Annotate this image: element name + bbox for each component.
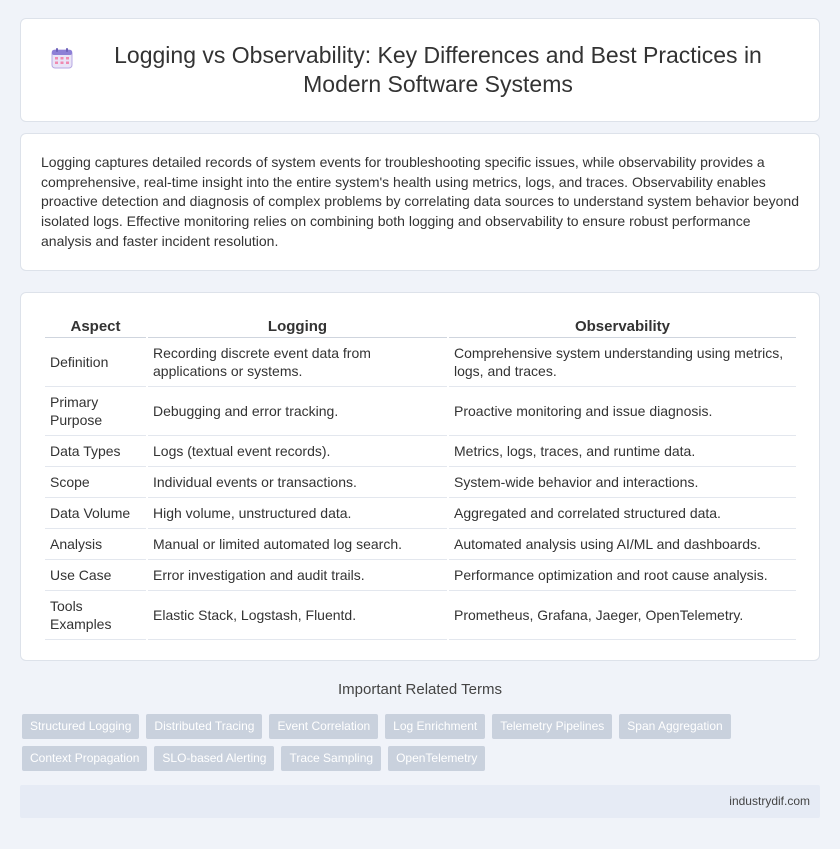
cell-observability: Metrics, logs, traces, and runtime data. [449, 436, 796, 467]
cell-observability: Prometheus, Grafana, Jaeger, OpenTelemetry. [449, 591, 796, 640]
cell-aspect: Tools Examples [45, 591, 146, 640]
table-row [45, 529, 796, 560]
related-term-tag[interactable]: SLO-based Alerting [154, 746, 274, 771]
cell-aspect: Scope [45, 467, 146, 498]
cell-aspect: Definition [45, 338, 146, 387]
intro-paragraph: Logging captures detailed records of system events for troubleshooting specific issues, while observability provides a comprehensive, real-time insight into the entire system's health using metrics, logs, and traces. Observability enables proactive detection and diagnosis of complex problems by correlating data sources to understand system behavior beyond isolated logs. Effective monitoring relies on combining both logging and observability to ensure robust performance analysis and faster incident resolution. [41, 154, 799, 249]
cell-observability: System-wide behavior and interactions. [449, 467, 796, 498]
cell-logging: Logs (textual event records). [148, 436, 447, 467]
cell-aspect: Primary Purpose [45, 387, 146, 436]
cell-aspect: Data Volume [45, 498, 146, 529]
cell-observability: Automated analysis using AI/ML and dashboards. [449, 529, 796, 560]
cell-logging: Recording discrete event data from applications or systems. [148, 338, 447, 387]
related-term-tag[interactable]: Telemetry Pipelines [492, 714, 612, 739]
table-row [45, 436, 796, 467]
header-observability: Observability [449, 311, 796, 338]
related-terms-list [22, 714, 822, 778]
table-row [45, 560, 796, 591]
title-wrap [51, 41, 789, 99]
footer-source: industrydif.com [20, 785, 820, 818]
cell-observability: Proactive monitoring and issue diagnosis. [449, 387, 796, 436]
table-row [45, 338, 796, 387]
table-row [45, 467, 796, 498]
intro-card [20, 133, 820, 271]
related-terms-title: Important Related Terms [338, 681, 502, 698]
table-row [45, 498, 796, 529]
cell-logging: Elastic Stack, Logstash, Fluentd. [148, 591, 447, 640]
related-term-tag[interactable]: Span Aggregation [619, 714, 730, 739]
cell-observability: Aggregated and correlated structured data. [449, 498, 796, 529]
cell-logging: Error investigation and audit trails. [148, 560, 447, 591]
page-title: Logging vs Observability: Key Differences and Best Practices in Modern Software Systems [114, 42, 762, 97]
cell-logging: Manual or limited automated log search. [148, 529, 447, 560]
related-term-tag[interactable]: Log Enrichment [385, 714, 485, 739]
table-row [45, 591, 796, 640]
cell-logging: High volume, unstructured data. [148, 498, 447, 529]
cell-logging: Individual events or transactions. [148, 467, 447, 498]
header-logging: Logging [148, 311, 447, 338]
cell-logging: Debugging and error tracking. [148, 387, 447, 436]
related-term-tag[interactable]: Distributed Tracing [146, 714, 262, 739]
table-header-row [45, 311, 796, 338]
comparison-table [43, 311, 798, 640]
cell-observability: Comprehensive system understanding using metrics, logs, and traces. [449, 338, 796, 387]
cell-aspect: Analysis [45, 529, 146, 560]
related-term-tag[interactable]: Event Correlation [269, 714, 378, 739]
title-card [20, 18, 820, 122]
cell-observability: Performance optimization and root cause analysis. [449, 560, 796, 591]
related-term-tag[interactable]: Structured Logging [22, 714, 139, 739]
related-term-tag[interactable]: Context Propagation [22, 746, 147, 771]
cell-aspect: Use Case [45, 560, 146, 591]
related-term-tag[interactable]: OpenTelemetry [388, 746, 485, 771]
comparison-card [20, 292, 820, 661]
cell-aspect: Data Types [45, 436, 146, 467]
related-term-tag[interactable]: Trace Sampling [281, 746, 381, 771]
header-aspect: Aspect [45, 311, 146, 338]
table-row [45, 387, 796, 436]
calendar-icon [51, 47, 73, 69]
